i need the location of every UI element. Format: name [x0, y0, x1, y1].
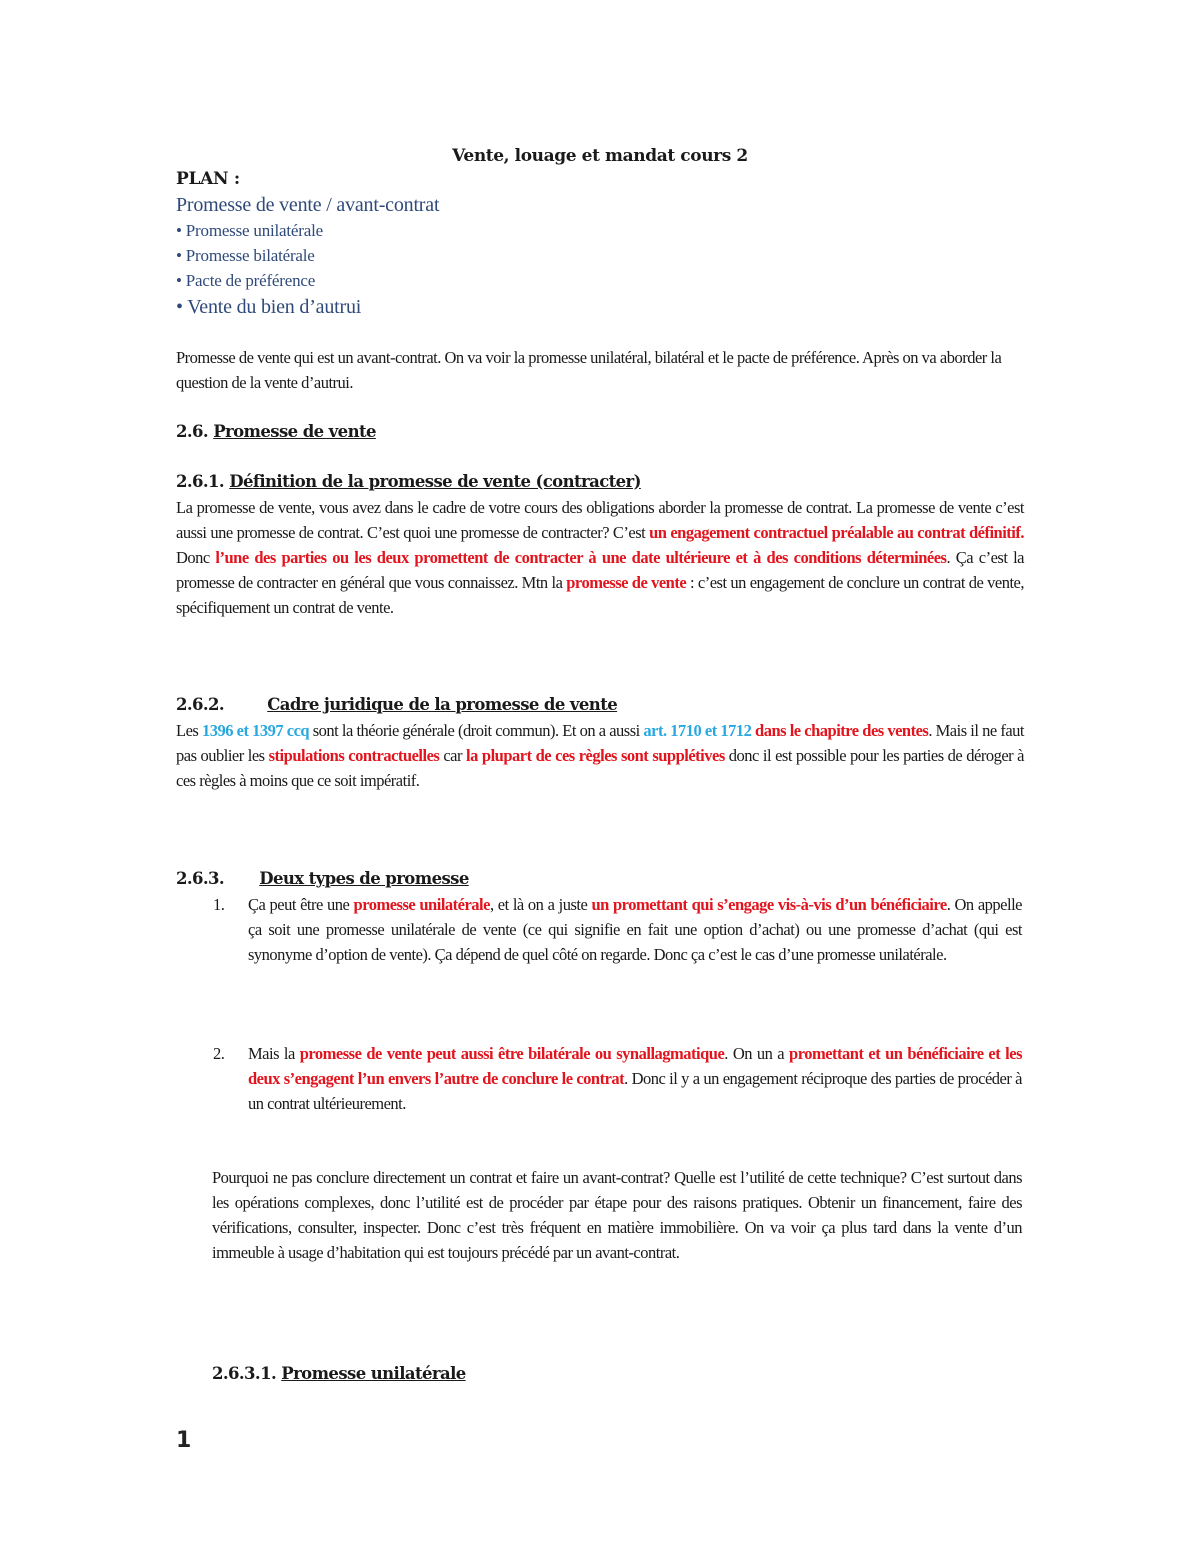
- text-run: Mais la: [248, 1044, 300, 1063]
- section-number: 2.6.3.1.: [212, 1364, 277, 1383]
- emphasis-run: promettant et un bénéficiaire et les deux s’engagent l’un envers l’autre de conclure le contrat: [248, 1044, 1022, 1088]
- section-number: 2.6.: [176, 422, 209, 441]
- section-2-6-2-paragraph: [176, 718, 1024, 793]
- text-run: car: [439, 746, 467, 765]
- text-run: Donc: [176, 548, 216, 567]
- section-2-6-3-heading: [176, 868, 469, 890]
- section-2-6-1-paragraph: [176, 495, 1024, 620]
- text-run: . On un a: [724, 1044, 790, 1063]
- list-number: 1.: [213, 895, 225, 914]
- section-title: Définition de la promesse de vente (contracter): [229, 472, 641, 491]
- emphasis-run: promesse unilatérale: [353, 895, 490, 914]
- reference-run: art. 1710 et 1712: [643, 721, 752, 740]
- plan-item-pacte-preference: • Pacte de préférence: [176, 271, 316, 290]
- section-2-6-3-1-heading: [212, 1363, 466, 1385]
- page-number: 1: [176, 1428, 192, 1453]
- section-title: Promesse de vente: [213, 422, 376, 441]
- emphasis-run: un engagement contractuel préalable au contrat définitif.: [649, 523, 1024, 542]
- section-number: 2.6.1.: [176, 472, 225, 491]
- plan-item-vente-bien-autrui: • Vente du bien d’autrui: [176, 296, 362, 318]
- text-run: , et là on a juste: [489, 895, 592, 914]
- text-run: donc il est possible pour les parties de déroger à ces règles à moins que ce soit impératif.: [176, 746, 1024, 790]
- section-2-6-2-heading: [176, 694, 617, 716]
- plan-item-promesse-bilaterale: • Promesse bilatérale: [176, 246, 315, 265]
- list-item-2-text: [248, 1041, 1022, 1116]
- list-item-1-text: [248, 892, 1022, 967]
- emphasis-run: promesse de vente: [566, 573, 687, 592]
- text-run: Ça peut être une: [248, 895, 354, 914]
- section-number: 2.6.3.: [176, 869, 225, 888]
- intro-paragraph: Promesse de vente qui est un avant-contrat. On va voir la promesse unilatéral, bilatéral et le pacte de préférence. Après on va aborder la question de la vente d’autrui.: [176, 348, 1002, 392]
- text-run: . Mais il ne faut pas oublier les: [176, 721, 1024, 765]
- emphasis-run: promesse de vente peut aussi être bilatérale ou synallagmatique: [299, 1044, 725, 1063]
- emphasis-run: l’une des parties ou les deux promettent de contracter à une date ultérieure et à des conditions déterminées: [215, 548, 947, 567]
- text-run: sont la théorie générale (droit commun). Et on a aussi: [309, 721, 644, 740]
- emphasis-run: un promettant qui s’engage vis-à-vis d’un bénéficiaire: [591, 895, 947, 914]
- plan-item-promesse-unilaterale: • Promesse unilatérale: [176, 221, 323, 240]
- section-2-6-3-paragraph: Pourquoi ne pas conclure directement un contrat et faire un avant-contrat? Quelle est l’utilité de cette technique? C’est surtout dans les opérations complexes, donc l’utilité est de procéder par étape pour des raisons pratiques. Obtenir un financement, faire des vérifications, consulter, inspecter. Donc c’est très fréquent en matière immobilière. On va voir ça plus tard dans la vente d’un immeuble à usage d’habitation qui est toujours précédé par un avant-contrat.: [212, 1168, 1022, 1262]
- list-number: 2.: [213, 1044, 225, 1063]
- emphasis-run: la plupart de ces règles sont supplétives: [466, 746, 725, 765]
- plan-label: PLAN :: [176, 169, 240, 189]
- emphasis-run: stipulations contractuelles: [268, 746, 440, 765]
- text-run: Les: [176, 721, 202, 740]
- reference-run: 1396 et 1397 ccq: [201, 721, 310, 740]
- section-number: 2.6.2.: [176, 695, 225, 714]
- section-title: Promesse unilatérale: [281, 1364, 466, 1383]
- text-run: : c’est un engagement de conclure un contrat de vente, spécifiquement un contrat de vente.: [176, 573, 1024, 617]
- section-title: Cadre juridique de la promesse de vente: [267, 695, 618, 714]
- text-run: . Ça c’est la promesse de contracter en général que vous connaissez. Mtn la: [176, 548, 1024, 592]
- section-2-6-1-heading: [176, 471, 641, 493]
- document-title: Vente, louage et mandat cours 2: [452, 146, 748, 166]
- text-run: . Donc il y a un engagement réciproque des parties de procéder à un contrat ultérieurement.: [248, 1069, 1022, 1113]
- section-2-6-heading: [176, 421, 376, 443]
- emphasis-run: dans le chapitre des ventes: [755, 721, 929, 740]
- plan-heading: Promesse de vente / avant-contrat: [176, 194, 440, 216]
- text-run: La promesse de vente, vous avez dans le cadre de votre cours des obligations aborder la promesse de contrat. La promesse de vente c’est aussi une promesse de contrat. C’est quoi une promesse de contracter? C’est: [176, 498, 1024, 542]
- section-title: Deux types de promesse: [259, 869, 469, 888]
- text-run: . On appelle ça soit une promesse unilatérale de vente (ce qui signifie en fait une option d’achat) ou une promesse d’achat (qui est synonyme d’option de vente). Ça dépend de quel côté on regarde. Donc ça c’est le cas d’une promesse unilatérale.: [248, 895, 1022, 964]
